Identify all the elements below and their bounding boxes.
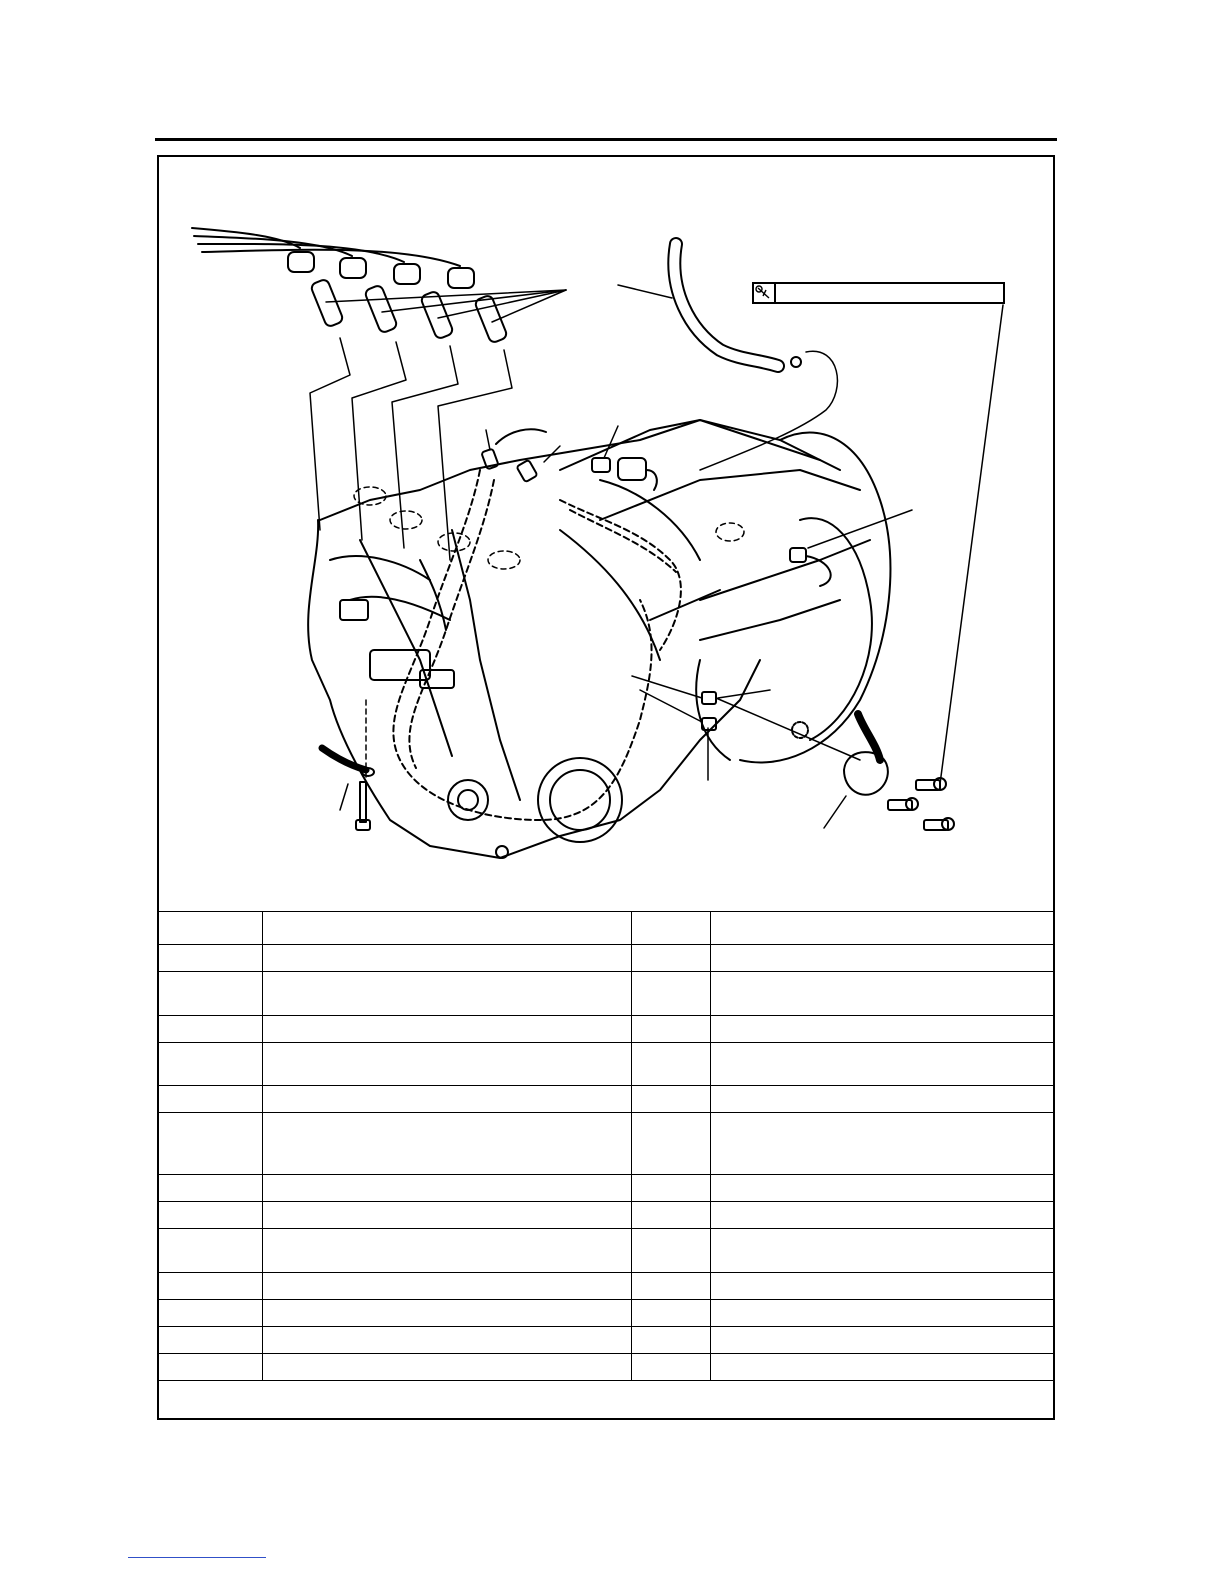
table-cell [262, 1354, 631, 1381]
torque-spec-box [752, 282, 1005, 304]
table-cell [157, 1175, 262, 1202]
table-cell [262, 1016, 631, 1043]
caps-leader-lines [326, 290, 566, 322]
table-cell [631, 972, 710, 1016]
table-row [157, 1086, 1055, 1113]
table-row [157, 1113, 1055, 1175]
table-row [157, 1202, 1055, 1229]
sensor-icon [481, 426, 912, 586]
table-cell [631, 1273, 710, 1300]
table-cell [710, 1113, 1055, 1175]
table-cell [631, 1086, 710, 1113]
plug-guide-lines [310, 338, 512, 560]
plug-seats [354, 487, 744, 569]
table-cell [710, 1327, 1055, 1354]
table-cell [631, 945, 710, 972]
table-cell [710, 1043, 1055, 1086]
table-cell [157, 1327, 262, 1354]
table-cell [631, 1202, 710, 1229]
table-cell [157, 945, 262, 972]
torque-leader [940, 305, 1003, 784]
table-cell [262, 1043, 631, 1086]
table-row [157, 1016, 1055, 1043]
table-cell [262, 1113, 631, 1175]
table-cell [157, 1229, 262, 1273]
table-cell [262, 912, 631, 945]
engine-block [308, 420, 840, 858]
wire-harness-route [393, 470, 680, 820]
bolt-icon [632, 676, 954, 830]
table-cell [157, 1354, 262, 1381]
table-cell [710, 912, 1055, 945]
table-cell [710, 1229, 1055, 1273]
hose-icon [618, 244, 801, 367]
table-cell [157, 1016, 262, 1043]
table-cell [631, 912, 710, 945]
footer-link[interactable] [128, 1557, 266, 1558]
table-cell [710, 1202, 1055, 1229]
table-cell [262, 1229, 631, 1273]
table-cell [262, 945, 631, 972]
table-row [157, 1327, 1055, 1354]
table-cell [157, 1202, 262, 1229]
table-row [157, 1354, 1055, 1381]
table-cell [631, 1043, 710, 1086]
ignition-leads [192, 228, 460, 266]
table-cell [710, 1354, 1055, 1381]
table-cell [157, 912, 262, 945]
table-cell [631, 1175, 710, 1202]
table-cell [710, 1016, 1055, 1043]
table-cell [710, 945, 1055, 972]
table-cell [262, 972, 631, 1016]
table-cell [157, 1113, 262, 1175]
table-cell [631, 1327, 710, 1354]
table-row [157, 1043, 1055, 1086]
table-cell [710, 1273, 1055, 1300]
table-row [157, 972, 1055, 1016]
table-cell [262, 1175, 631, 1202]
table-row [157, 1273, 1055, 1300]
table-row [157, 1229, 1055, 1273]
table-cell [262, 1202, 631, 1229]
table-cell [157, 1300, 262, 1327]
table-cell [262, 1086, 631, 1113]
table-row [157, 1175, 1055, 1202]
table-cell [631, 1113, 710, 1175]
torque-wrench-icon [754, 284, 776, 302]
table-cell [631, 1300, 710, 1327]
table-row [157, 912, 1055, 945]
table-cell [631, 1016, 710, 1043]
table-cell [157, 1043, 262, 1086]
table-cell [710, 1175, 1055, 1202]
table-row [157, 1300, 1055, 1327]
table-cell [157, 972, 262, 1016]
table-cell [157, 1086, 262, 1113]
table-cell [262, 1327, 631, 1354]
table-cell [631, 1229, 710, 1273]
table-cell [157, 1273, 262, 1300]
table-cell [710, 1300, 1055, 1327]
parts-table [157, 911, 1055, 1381]
table-cell [262, 1273, 631, 1300]
table-row [157, 945, 1055, 972]
table-cell [710, 972, 1055, 1016]
table-cell [710, 1086, 1055, 1113]
table-cell [262, 1300, 631, 1327]
table-cell [631, 1354, 710, 1381]
